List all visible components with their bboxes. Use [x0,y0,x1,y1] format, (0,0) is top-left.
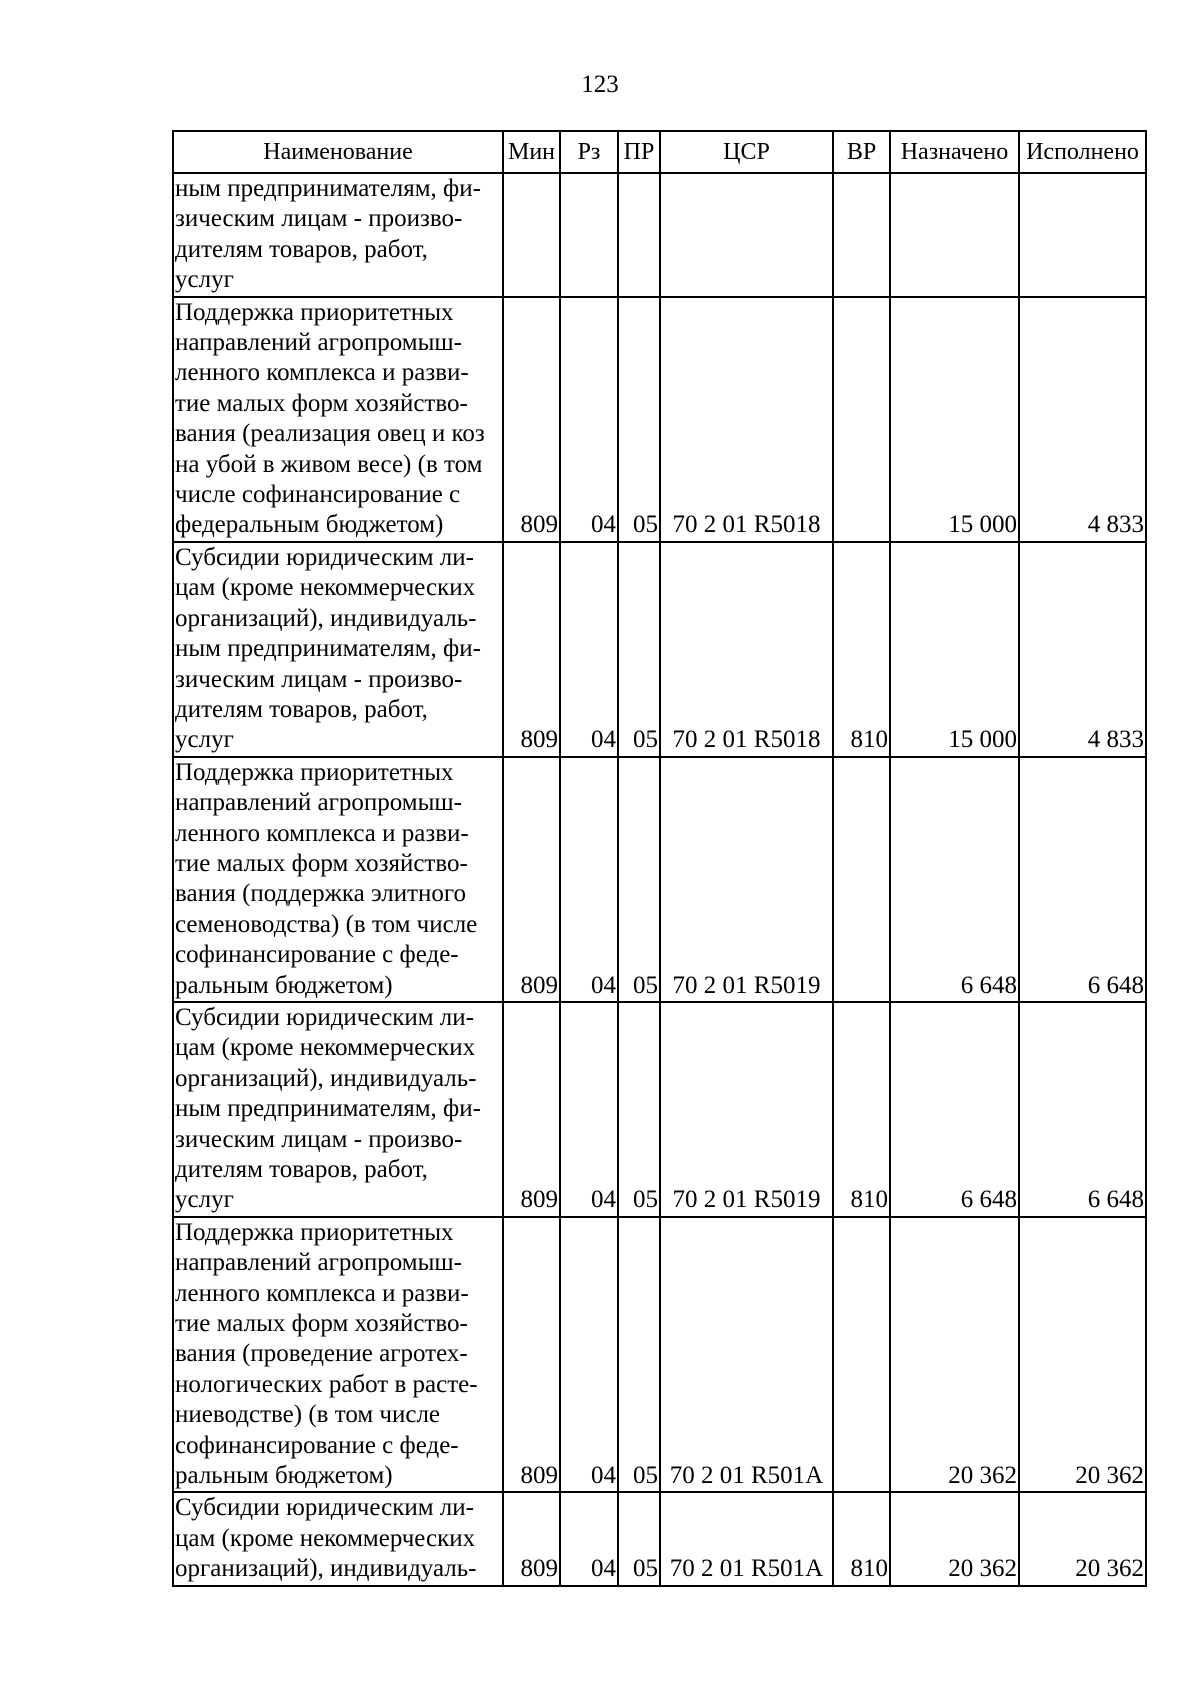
cell-vr [833,1217,890,1493]
name-line: ленного комплекса и разви- [175,819,469,847]
name-line: услуг [175,1186,234,1214]
cell-pr: 05 [618,297,660,542]
name-line: цам (кроме некоммерческих [175,574,476,602]
column-header-name: Наименование [173,131,503,173]
name-line: Субсидии юридическим ли- [175,1494,474,1522]
cell-executed: 6 648 [1019,1002,1146,1217]
name-line: ным предпринимателям, фи- [175,1095,481,1123]
cell-name [173,297,503,542]
cell-vr: 810 [833,542,890,757]
cell-csr: 70 2 01 R501A [660,1217,833,1493]
cell-vr: 810 [833,1492,890,1585]
name-line: организаций), индивидуаль- [175,1064,477,1092]
cell-vr [833,297,890,542]
cell-rz: 04 [560,1492,618,1585]
cell-assigned: 15 000 [890,542,1019,757]
column-header-vr: ВР [833,131,890,173]
column-header-csr: ЦСР [660,131,833,173]
cell-min: 809 [503,297,560,542]
cell-assigned: 20 362 [890,1217,1019,1493]
name-line: цам (кроме некоммерческих [175,1524,476,1552]
name-line: числе софинансирование с [175,481,461,509]
table-row [173,297,1146,542]
table-header-row [173,131,1146,173]
cell-rz: 04 [560,1002,618,1217]
name-line: софинансирование с феде- [175,1431,459,1459]
cell-name [173,542,503,757]
cell-rz: 04 [560,297,618,542]
cell-rz [560,173,618,297]
cell-pr: 05 [618,1002,660,1217]
column-header-rz: Рз [560,131,618,173]
cell-vr [833,173,890,297]
cell-executed: 20 362 [1019,1492,1146,1585]
name-line: услуг [175,726,234,754]
name-line: направлений агропромыш- [175,329,462,357]
name-line: на убой в живом весе) (в том [175,450,483,478]
name-line: ным предпринимателям, фи- [175,175,481,202]
cell-name [173,1217,503,1493]
name-line: цам (кроме некоммерческих [175,1034,476,1062]
name-line: ным предпринимателям, фи- [175,635,481,663]
cell-pr: 05 [618,1217,660,1493]
cell-pr: 05 [618,542,660,757]
budget-table [172,130,1147,1587]
cell-name [173,757,503,1002]
cell-executed: 4 833 [1019,297,1146,542]
cell-vr [833,757,890,1002]
table-body [173,173,1146,1586]
name-line: зическим лицам - произво- [175,665,463,693]
name-line: ральным бюджетом) [175,971,393,999]
name-line: Поддержка приоритетных [175,1218,454,1246]
cell-csr: 70 2 01 R5018 [660,297,833,542]
name-line: ленного комплекса и разви- [175,1279,469,1307]
name-line: Поддержка приоритетных [175,758,454,786]
name-line: Субсидии юридическим ли- [175,543,474,571]
name-line: направлений агропромыш- [175,789,462,817]
name-line: вания (поддержка элитного [175,880,467,908]
name-line: зическим лицам - произво- [175,205,463,233]
name-line: Субсидии юридическим ли- [175,1003,474,1031]
cell-min: 809 [503,542,560,757]
cell-name [173,1002,503,1217]
name-line: вания (проведение агротех- [175,1340,468,1368]
table-row [173,1002,1146,1217]
cell-assigned: 15 000 [890,297,1019,542]
cell-rz: 04 [560,1217,618,1493]
name-line: ниеводстве) (в том числе [175,1401,441,1429]
name-line: семеноводства) (в том числе [175,910,478,938]
name-line: организаций), индивидуаль- [175,604,477,632]
cell-pr [618,173,660,297]
cell-min: 809 [503,757,560,1002]
cell-executed: 4 833 [1019,542,1146,757]
name-line: вания (реализация овец и коз [175,420,485,448]
table-row [173,173,1146,297]
name-line: дителям товаров, работ, [175,235,428,263]
column-header-assigned: Назначено [890,131,1019,173]
cell-csr [660,173,833,297]
cell-assigned: 6 648 [890,1002,1019,1217]
cell-assigned [890,173,1019,297]
column-header-executed: Исполнено [1019,131,1146,173]
cell-pr: 05 [618,757,660,1002]
name-line: зическим лицам - произво- [175,1125,463,1153]
cell-pr: 05 [618,1492,660,1585]
cell-assigned: 20 362 [890,1492,1019,1585]
cell-executed [1019,173,1146,297]
cell-vr: 810 [833,1002,890,1217]
name-line: направлений агропромыш- [175,1249,462,1277]
name-line: тие малых форм хозяйство- [175,389,468,417]
cell-min: 809 [503,1492,560,1585]
cell-csr: 70 2 01 R5019 [660,757,833,1002]
cell-csr: 70 2 01 R5018 [660,542,833,757]
table-row [173,542,1146,757]
name-line: дителям товаров, работ, [175,1156,428,1183]
page-number: 123 [581,71,619,98]
cell-name [173,173,503,297]
name-line: тие малых форм хозяйство- [175,1310,468,1338]
table-row [173,1492,1146,1585]
name-line: Поддержка приоритетных [175,298,454,326]
name-line: федеральным бюджетом) [175,511,444,539]
name-line: нологических работ в расте- [175,1370,478,1398]
cell-executed: 20 362 [1019,1217,1146,1493]
cell-executed: 6 648 [1019,757,1146,1002]
name-line: организаций), индивидуаль- [175,1555,477,1583]
cell-rz: 04 [560,542,618,757]
cell-min: 809 [503,1002,560,1217]
name-line: дителям товаров, работ, [175,695,428,723]
name-line: услуг [175,266,234,294]
cell-assigned: 6 648 [890,757,1019,1002]
name-line: ральным бюджетом) [175,1462,393,1490]
name-line: софинансирование с феде- [175,941,459,969]
name-line: тие малых форм хозяйство- [175,849,468,877]
table-row [173,757,1146,1002]
cell-min: 809 [503,1217,560,1493]
name-line: ленного комплекса и разви- [175,359,469,387]
cell-name [173,1492,503,1585]
cell-rz: 04 [560,757,618,1002]
column-header-min: Мин [503,131,560,173]
column-header-pr: ПР [618,131,660,173]
cell-csr: 70 2 01 R501A [660,1492,833,1585]
cell-csr: 70 2 01 R5019 [660,1002,833,1217]
table-row [173,1217,1146,1493]
cell-min [503,173,560,297]
